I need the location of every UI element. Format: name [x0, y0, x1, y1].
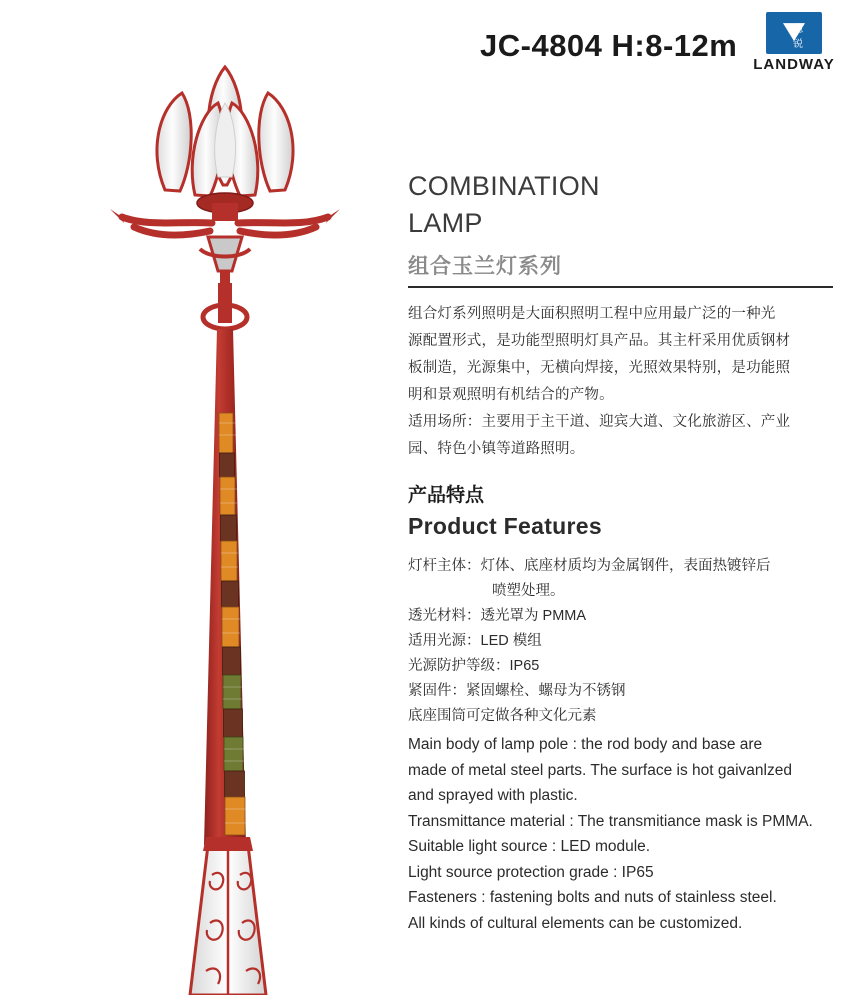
spec-row	[408, 604, 838, 629]
logo-brand-text: LANDWAY	[753, 56, 835, 73]
product-image	[60, 45, 390, 995]
title-en-line2: LAMP	[408, 208, 483, 238]
spec-label: 光源防护等级：	[408, 658, 510, 674]
title-divider	[408, 286, 833, 288]
lamp-pole-illustration	[60, 45, 390, 995]
spec-label: 底座围筒可定做各种文化元素	[408, 708, 597, 724]
content-column	[408, 168, 838, 936]
pole-base	[190, 837, 266, 995]
description-line: 适用场所：主要用于主干道、迎宾大道、文化旅游区、产业	[408, 414, 791, 430]
description-line: 明和景观照明有机结合的产物。	[408, 387, 614, 403]
spec-en-line: Suitable light source : LED module.	[408, 838, 651, 855]
spec-en-line: Fasteners : fastening bolts and nuts of stainless steel.	[408, 889, 777, 906]
title-en-line1: COMBINATION	[408, 171, 600, 201]
features-heading-cn: 产品特点	[408, 485, 485, 506]
spec-en-line: Main body of lamp pole : the rod body and base are	[408, 736, 763, 753]
description-line: 园、特色小镇等道路照明。	[408, 441, 585, 457]
specs-list-cn	[408, 554, 838, 729]
description-line: 源配置形式，是功能型照明灯具产品。其主杆采用优质钢材	[408, 333, 791, 349]
brand-logo	[753, 12, 835, 78]
description-line: 板制造，光源集中，无横向焊接，光照效果特别，是功能照	[408, 360, 791, 376]
description-paragraph	[408, 302, 838, 462]
title-cn: 组合玉兰灯系列	[408, 255, 562, 278]
spec-value: 紧固螺栓、螺母为不锈钢	[466, 683, 626, 699]
model-title: JC-4804 H:8-12m	[480, 28, 738, 63]
lamp-neck	[212, 203, 238, 221]
spec-label: 灯杆主体：	[408, 558, 481, 574]
spec-row	[408, 554, 838, 579]
spec-en-line: All kinds of cultural elements can be customized.	[408, 914, 743, 932]
features-heading-en: Product Features	[408, 513, 602, 539]
spec-row	[408, 629, 838, 654]
lantern-head	[200, 237, 250, 283]
logo-cn-mark: 稳 锐	[793, 24, 825, 50]
shield-icon	[766, 12, 825, 54]
spec-row	[408, 704, 838, 729]
spec-label: 紧固件：	[408, 683, 466, 699]
spec-en-line: Light source protection grade : IP65	[408, 863, 654, 881]
spec-value: IP65	[509, 658, 540, 674]
spec-value: LED 模组	[480, 633, 542, 649]
spec-row	[408, 679, 838, 704]
description-line: 组合灯系列照明是大面积照明工程中应用最广泛的一种光	[408, 306, 776, 322]
specs-list-en	[408, 732, 838, 936]
spec-label: 透光材料：	[408, 608, 481, 624]
spec-continuation: 喷塑处理。	[492, 583, 565, 599]
spec-en-line: and sprayed with plastic.	[408, 787, 578, 804]
spec-value: 灯体、底座材质均为金属钢件，表面热镀锌后	[480, 558, 771, 574]
spec-en-line: made of metal steel parts. The surface is hot gaivanlzed	[408, 761, 792, 779]
spec-value: 透光罩为 PMMA	[480, 608, 587, 624]
spec-en-line: Transmittance material : The transmitiance mask is PMMA.	[408, 812, 813, 830]
spec-label: 适用光源：	[408, 633, 481, 649]
spec-row	[408, 654, 838, 679]
upper-shaft	[218, 283, 232, 323]
